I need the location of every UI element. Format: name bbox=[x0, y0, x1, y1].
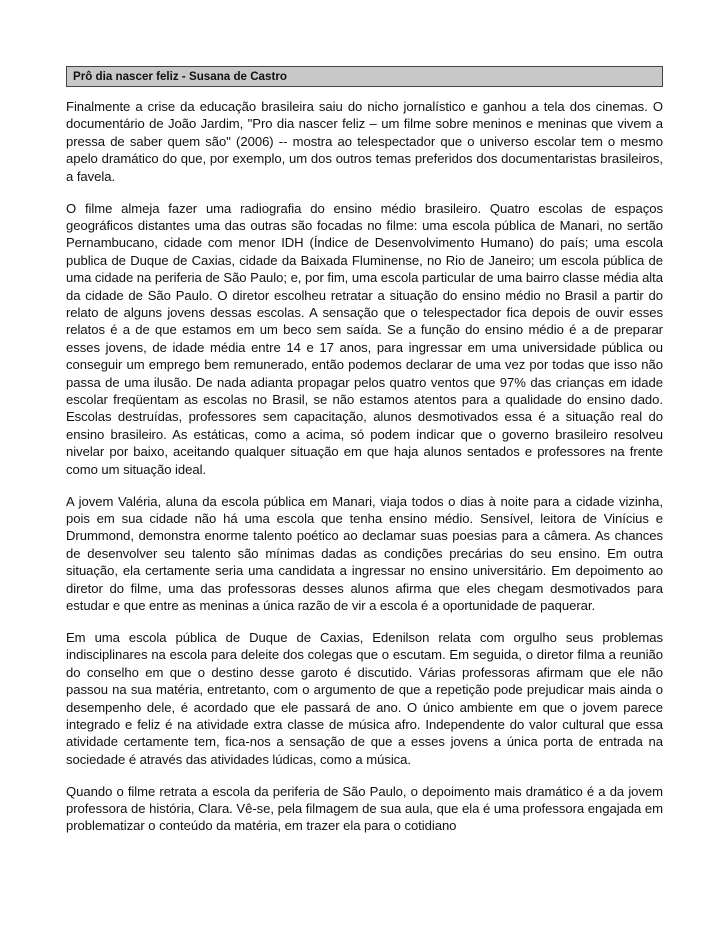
paragraph-2: O filme almeja fazer uma radiografia do ensino médio brasileiro. Quatro escolas de espaços geográficos distantes uma das outras são focadas no filme: uma escola pública de Manari, no sertão Pernambucano, cidade com menor IDH (Índice de Desenvolvimento Humano) do país; uma escola publica de Duque de Caxias, cidade da Baixada Fluminense, no Rio de Janeiro; um escola pública de uma cidade na periferia de São Paulo; e, por fim, uma escola particular de uma bairro classe média alta da cidade de São Paulo. O diretor escolheu retratar a situação do ensino médio no Brasil a partir do relato de alguns jovens dessas escolas. A sensação que o telespectador fica depois de ouvir esses relatos é a de que estamos em um beco sem saída. Se a função do ensino médio é a de preparar esses jovens, de idade média entre 14 e 17 anos, para ingressar em uma universidade pública ou conseguir um emprego bem remunerado, então podemos declarar de uma vez por todas que isso não passa de uma ilusão. De nada adianta propagar pelos quatro ventos que 97% das crianças em idade escolar freqüentam as escolas no Brasil, se não estamos atentos para a qualidade do ensino dado. Escolas destruídas, professores sem capacitação, alunos desmotivados essa é a situação real do ensino brasileiro. As estáticas, como a acima, só podem indicar que o governo brasileiro resolveu nivelar por baixo, aceitando qualquer situação em que haja alunos sentados e professores na frente como um situação ideal. bbox=[66, 200, 663, 477]
paragraph-5: Quando o filme retrata a escola da periferia de São Paulo, o depoimento mais dramático é a da jovem professora de história, Clara. Vê-se, pela filmagem de sua aula, que ela é uma professora engajada em problematizar o conteúdo da matéria, em trazer ela para o cotidiano bbox=[66, 783, 663, 834]
paragraph-4: Em uma escola pública de Duque de Caxias, Edenilson relata com orgulho seus problemas indisciplinares na escola para deleite dos colegas que o escutam. Em seguida, o diretor filma a reunião do conselho em que o destino desse garoto é discutido. Várias professoras afirmam que ele não passou na sua matéria, entretanto, com o argumento de que a repetição pode prejudicar mais ainda o desempenho dele, é acordado que ele passará de ano. O único ambiente em que o jovem parece integrado e feliz é na atividade extra classe de música afro. Independente do valor cultural que essa atividade certamente tem, fica-nos a sensação de que a esses jovens a única porta de entrada na sociedade é através das atividades lúdicas, como a música. bbox=[66, 629, 663, 767]
document-body bbox=[66, 98, 663, 835]
paragraph-3: A jovem Valéria, aluna da escola pública em Manari, viaja todos o dias à noite para a cidade vizinha, pois em sua cidade não há uma escola que tenha ensino médio. Sensível, leitora de Vinícius e Drummond, demonstra enorme talento poético ao declamar suas poesias para a câmera. As chances de desenvolver seu talento são mínimas dadas as condições precárias do seu ensino. Em outra situação, ela certamente seria uma candidata a ingressar no ensino universitário. Em depoimento ao diretor do filme, uma das professoras desses alunos afirma que eles chegam desmotivados para estudar e que entre as meninas a única razão de vir a escola é a oportunidade de paquerar. bbox=[66, 493, 663, 613]
document-page bbox=[66, 66, 663, 835]
document-title: Prô dia nascer feliz - Susana de Castro bbox=[66, 66, 663, 87]
paragraph-1: Finalmente a crise da educação brasileira saiu do nicho jornalístico e ganhou a tela dos cinemas. O documentário de João Jardim, "Pro dia nascer feliz – um filme sobre meninos e meninas que vivem a pressa de saber quem são" (2006) -- mostra ao telespectador que o universo escolar tem o mesmo apelo dramático do que, por exemplo, um dos outros temas preferidos dos documentaristas brasileiros, a favela. bbox=[66, 99, 663, 184]
